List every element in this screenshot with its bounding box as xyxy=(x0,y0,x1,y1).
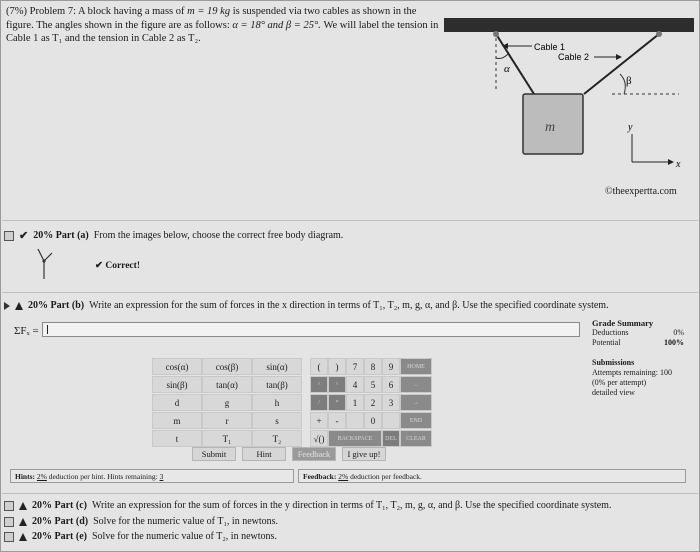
keypad-key[interactable]: 7 xyxy=(346,358,364,375)
grade-summary xyxy=(592,318,684,398)
feedback-text: deduction per feedback. xyxy=(350,471,422,481)
keypad-key[interactable]: 1 xyxy=(346,394,364,411)
detailed-view-link[interactable]: detailed view xyxy=(592,388,635,397)
keypad-function-button[interactable]: r xyxy=(202,412,252,429)
hints-prefix: Hints: xyxy=(15,471,36,481)
copyright: ©theexpertta.com xyxy=(605,186,677,197)
problem-text-1: A block having a mass of xyxy=(78,6,185,17)
part-a-toggle[interactable] xyxy=(4,231,14,241)
part-c-row[interactable] xyxy=(4,500,611,511)
keypad-function-button[interactable]: T₂ xyxy=(252,430,302,447)
keypad-key[interactable]: √() xyxy=(310,430,328,447)
hints-remaining: 3 xyxy=(159,471,164,481)
part-d-row[interactable] xyxy=(4,516,278,527)
part-e-text: Solve for the numeric value of T₂, in newtons. xyxy=(91,531,277,542)
keypad-key[interactable]: CLEAR xyxy=(400,430,432,447)
keypad-function-button[interactable]: tan(β) xyxy=(252,376,302,393)
potential-label: Potential xyxy=(592,338,621,347)
keypad-key[interactable]: + xyxy=(310,412,328,429)
part-e-toggle[interactable] xyxy=(4,532,14,542)
keypad-function-button[interactable]: d xyxy=(152,394,202,411)
part-d-label: 20% Part (d) xyxy=(32,516,89,527)
warning-icon xyxy=(19,533,27,541)
part-c-label: 20% Part (c) xyxy=(32,500,87,511)
keypad xyxy=(152,358,452,448)
problem-statement xyxy=(6,5,446,46)
keypad-key[interactable]: 6 xyxy=(382,376,400,393)
keypad-function-button[interactable]: cos(β) xyxy=(202,358,252,375)
deductions-value: 0% xyxy=(673,328,684,337)
divider xyxy=(2,220,698,221)
anchor-2 xyxy=(656,31,662,37)
x-axis-label: x xyxy=(676,159,681,170)
divider xyxy=(2,493,698,494)
keypad-key[interactable]: * xyxy=(328,394,346,411)
cable1-label: Cable 1 xyxy=(534,42,566,52)
feedback-button[interactable]: Feedback xyxy=(292,447,336,461)
keypad-key[interactable]: / xyxy=(310,394,328,411)
hint-button[interactable]: Hint xyxy=(242,447,286,461)
keypad-function-button[interactable]: t xyxy=(152,430,202,447)
keypad-key[interactable]: 9 xyxy=(382,358,400,375)
keypad-key[interactable]: HOME xyxy=(400,358,432,375)
deductions-label: Deductions xyxy=(592,328,629,337)
part-d-text: Solve for the numeric value of T₁, in newtons. xyxy=(93,516,279,527)
hints-deduction[interactable]: 2% xyxy=(36,471,47,481)
fbd-thumbnail-icon[interactable] xyxy=(30,241,58,281)
keypad-function-button[interactable]: T₁ xyxy=(202,430,252,447)
part-c-text: Write an expression for the sum of forces in the y direction in terms of T₁, T₂, m, g, α, and β. Use the specified coordinate system. xyxy=(91,500,612,511)
action-buttons xyxy=(192,447,386,461)
problem-text-2: is suspended via two cables as shown in the figure. The angles shown in the figure are as follows: xyxy=(6,6,417,31)
potential-value: 100% xyxy=(664,338,684,347)
cable-1 xyxy=(496,34,534,94)
keypad-function-button[interactable]: g xyxy=(202,394,252,411)
ceiling xyxy=(444,18,694,32)
give-up-button[interactable]: I give up! xyxy=(342,447,386,461)
keypad-key[interactable]: 4 xyxy=(346,376,364,393)
text-caret xyxy=(47,325,48,334)
mass-label: m xyxy=(545,120,556,135)
divider xyxy=(2,292,698,293)
per-attempt: (0% per attempt) xyxy=(592,378,647,387)
keypad-key[interactable]: 5 xyxy=(364,376,382,393)
keypad-key[interactable]: END xyxy=(400,412,432,429)
problem-mass: m = 19 kg xyxy=(187,6,231,17)
keypad-row xyxy=(152,394,452,411)
keypad-key[interactable]: ^ xyxy=(310,376,328,393)
problem-angles: α = 18° and β = 25°. xyxy=(232,19,321,31)
part-c-toggle[interactable] xyxy=(4,501,14,511)
beta-label: β xyxy=(626,75,632,87)
expand-icon[interactable] xyxy=(4,302,10,310)
sum-fx-label: ΣFₓ = xyxy=(14,325,39,337)
keypad-key[interactable]: ) xyxy=(328,358,346,375)
keypad-row xyxy=(152,376,452,393)
keypad-key[interactable]: - xyxy=(328,412,346,429)
keypad-key[interactable]: 8 xyxy=(364,358,382,375)
feedback-bar xyxy=(298,469,686,483)
submit-button[interactable]: Submit xyxy=(192,447,236,461)
part-b-label: 20% Part (b) xyxy=(28,300,85,311)
answer-input[interactable] xyxy=(42,322,580,337)
alpha-arc xyxy=(496,54,508,59)
keypad-function-button[interactable]: h xyxy=(252,394,302,411)
correct-check-icon: ✔ xyxy=(95,261,106,271)
part-b-row[interactable] xyxy=(4,300,609,311)
beta-arc xyxy=(620,74,625,94)
part-e-row[interactable] xyxy=(4,531,277,542)
keypad-key[interactable]: 3 xyxy=(382,394,400,411)
problem-text-3: We will label the tension in Cable 1 as T₁ and the tension in Cable 2 as T₂. xyxy=(6,19,439,44)
keypad-function-button[interactable]: sin(α) xyxy=(252,358,302,375)
cable-2 xyxy=(584,34,659,94)
keypad-key[interactable]: 0 xyxy=(364,412,382,429)
warning-icon xyxy=(19,502,27,510)
keypad-key[interactable]: ← xyxy=(400,376,432,393)
part-a-text: From the images below, choose the correct free body diagram. xyxy=(93,230,344,241)
feedback-prefix: Feedback: xyxy=(303,471,337,481)
keypad-key[interactable]: DEL xyxy=(382,430,400,447)
keypad-function-button[interactable]: sin(β) xyxy=(152,376,202,393)
keypad-key[interactable]: ( xyxy=(310,358,328,375)
keypad-row xyxy=(152,430,452,447)
keypad-key[interactable] xyxy=(346,412,364,429)
part-b-text: Write an expression for the sum of forces in the x direction in terms of T₁, T₂, m, g, α, and β. Use the specified coordinate system. xyxy=(89,300,609,311)
anchor-1 xyxy=(493,31,499,37)
hints-text: deduction per hint. Hints remaining: xyxy=(48,471,158,481)
grade-title: Grade Summary xyxy=(592,318,654,328)
keypad-key[interactable] xyxy=(382,412,400,429)
keypad-key[interactable]: 2 xyxy=(364,394,382,411)
keypad-function-button[interactable]: tan(α) xyxy=(202,376,252,393)
keypad-row xyxy=(152,412,452,429)
part-e-label: 20% Part (e) xyxy=(32,531,87,542)
keypad-key[interactable]: → xyxy=(400,394,432,411)
alpha-label: α xyxy=(504,63,510,75)
keypad-function-button[interactable]: m xyxy=(152,412,202,429)
submissions-title: Submissions xyxy=(592,358,635,367)
warning-icon xyxy=(15,302,23,310)
keypad-row xyxy=(152,358,452,375)
keypad-function-button[interactable]: s xyxy=(252,412,302,429)
feedback-deduction[interactable]: 2% xyxy=(338,471,349,481)
attempts-remaining: Attempts remaining: 100 xyxy=(592,368,672,377)
keypad-key[interactable]: BACKSPACE xyxy=(328,430,382,447)
warning-icon xyxy=(19,518,27,526)
keypad-function-button[interactable]: cos(α) xyxy=(152,358,202,375)
part-a-label: 20% Part (a) xyxy=(33,230,89,241)
check-icon: ✔ xyxy=(19,230,29,242)
cable2-label: Cable 2 xyxy=(558,52,590,62)
y-axis-label: y xyxy=(628,122,633,133)
problem-header: (7%) Problem 7: xyxy=(6,6,76,17)
part-d-toggle[interactable] xyxy=(4,517,14,527)
problem-figure xyxy=(444,10,696,202)
keypad-key[interactable]: ^ xyxy=(328,376,346,393)
correct-status: ✔ Correct! xyxy=(95,261,140,271)
hints-bar xyxy=(10,469,294,483)
